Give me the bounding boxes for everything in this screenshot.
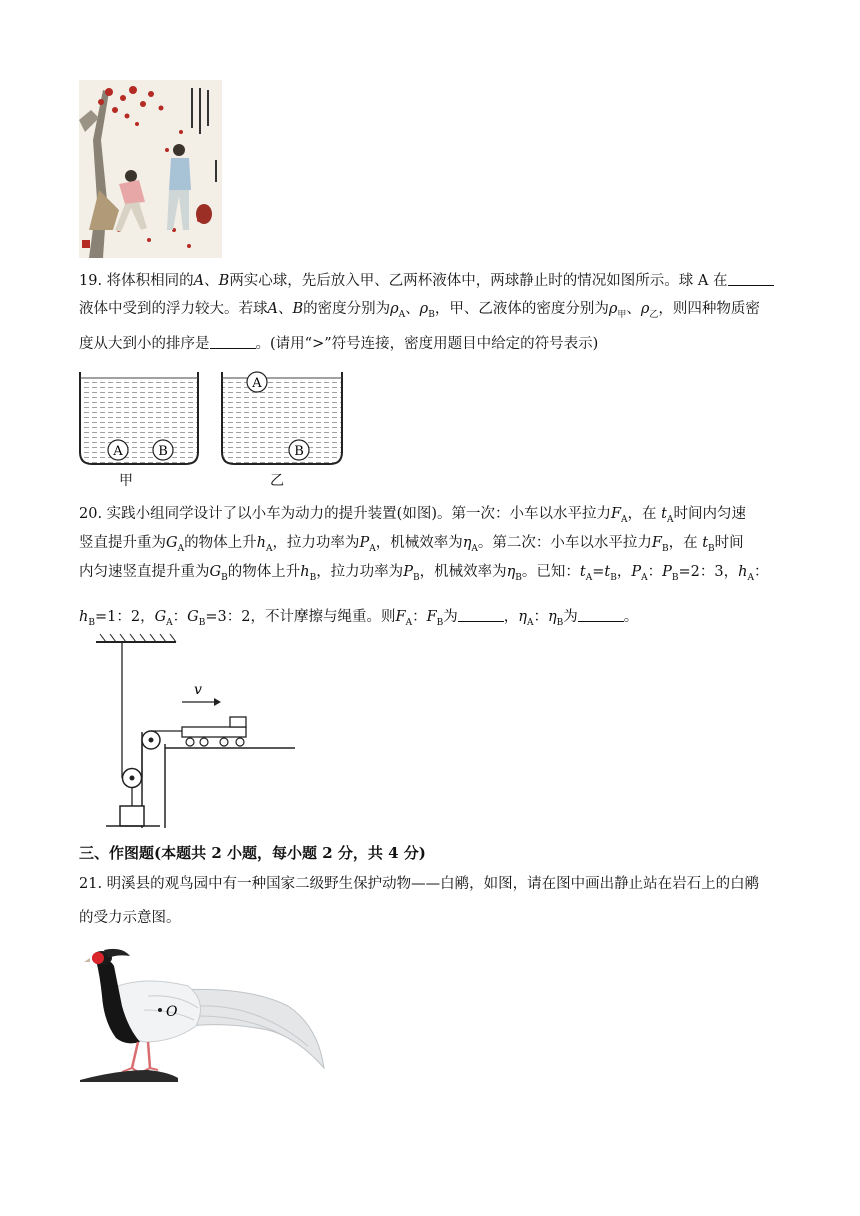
answer-blank-3[interactable] xyxy=(458,607,504,622)
q20-line-1: 20. 实践小组同学设计了以小车为动力的提升装置(如图)。第一次：小车以水平拉力$F_A$，在 $t_A$时间内匀速 xyxy=(79,506,746,525)
svg-text:A: A xyxy=(113,444,123,459)
q21-line-1: 21. 明溪县的观鸟园中有一种国家二级野生保护动物——白鹇，如图，请在图中画出静止站在岩石上的白鹇 xyxy=(79,876,760,892)
beaker-label-jia: 甲 xyxy=(119,473,133,489)
q19-line-1: 19. 将体积相同的A、B两实心球，先后放入甲、乙两杯液体中，两球静止时的情况如图所示。球 A 在 xyxy=(79,271,774,290)
q20-line-2: 竖直提升重为$G_A$的物体上升$h_A$，拉力功率为$P_A$，机械效率为$\eta_A$。第二次：小车以水平拉力$F_B$，在 $t_B$时间 xyxy=(79,535,744,554)
painting-image xyxy=(79,80,222,258)
beaker-yi xyxy=(222,372,342,464)
pheasant-figure xyxy=(78,946,328,1082)
section-heading: 三、作图题(本题共 2 小题，每小题 2 分，共 4 分) xyxy=(79,844,426,862)
svg-text:A: A xyxy=(252,376,262,391)
point-o-label: O xyxy=(166,1004,178,1020)
q20-line-4: $h_B=1$：2，$G_A$：$G_B=3$：2，不计摩擦与绳重。则$F_A$：$F_B$为 ，$\eta_A$：$\eta_B$为 。 xyxy=(79,609,639,628)
q21-line-2: 的受力示意图。 xyxy=(79,910,181,926)
beakers-figure xyxy=(76,370,356,488)
q20-line-3: 内匀速竖直提升重为$G_B$的物体上升$h_B$，拉力功率为$P_B$，机械效率为$\eta_B$。已知：$t_A=t_B$，$P_A$：$P_B=2$：3，$h_A$： xyxy=(79,564,769,583)
q19-line-3: 度从大到小的排序是 。(请用“>”符号连接，密度用题目中给定的符号表示) xyxy=(79,336,599,352)
answer-blank-1[interactable] xyxy=(728,271,774,286)
answer-blank-2[interactable] xyxy=(210,334,256,349)
beaker-jia xyxy=(80,372,198,464)
velocity-label: v xyxy=(194,682,202,698)
point-o-marker[interactable] xyxy=(158,1008,162,1012)
pulley-figure xyxy=(90,632,300,828)
svg-text:B: B xyxy=(158,444,168,459)
beaker-label-yi: 乙 xyxy=(270,473,284,489)
q19-line-2: 液体中受到的浮力较大。若球A、B的密度分别为$\rho_A$、$\rho_B$，甲、乙液体的密度分别为$\rho_甲$、$\rho_乙$，则四种物质密 xyxy=(79,301,760,320)
svg-text:B: B xyxy=(294,444,304,459)
answer-blank-4[interactable] xyxy=(578,607,624,622)
